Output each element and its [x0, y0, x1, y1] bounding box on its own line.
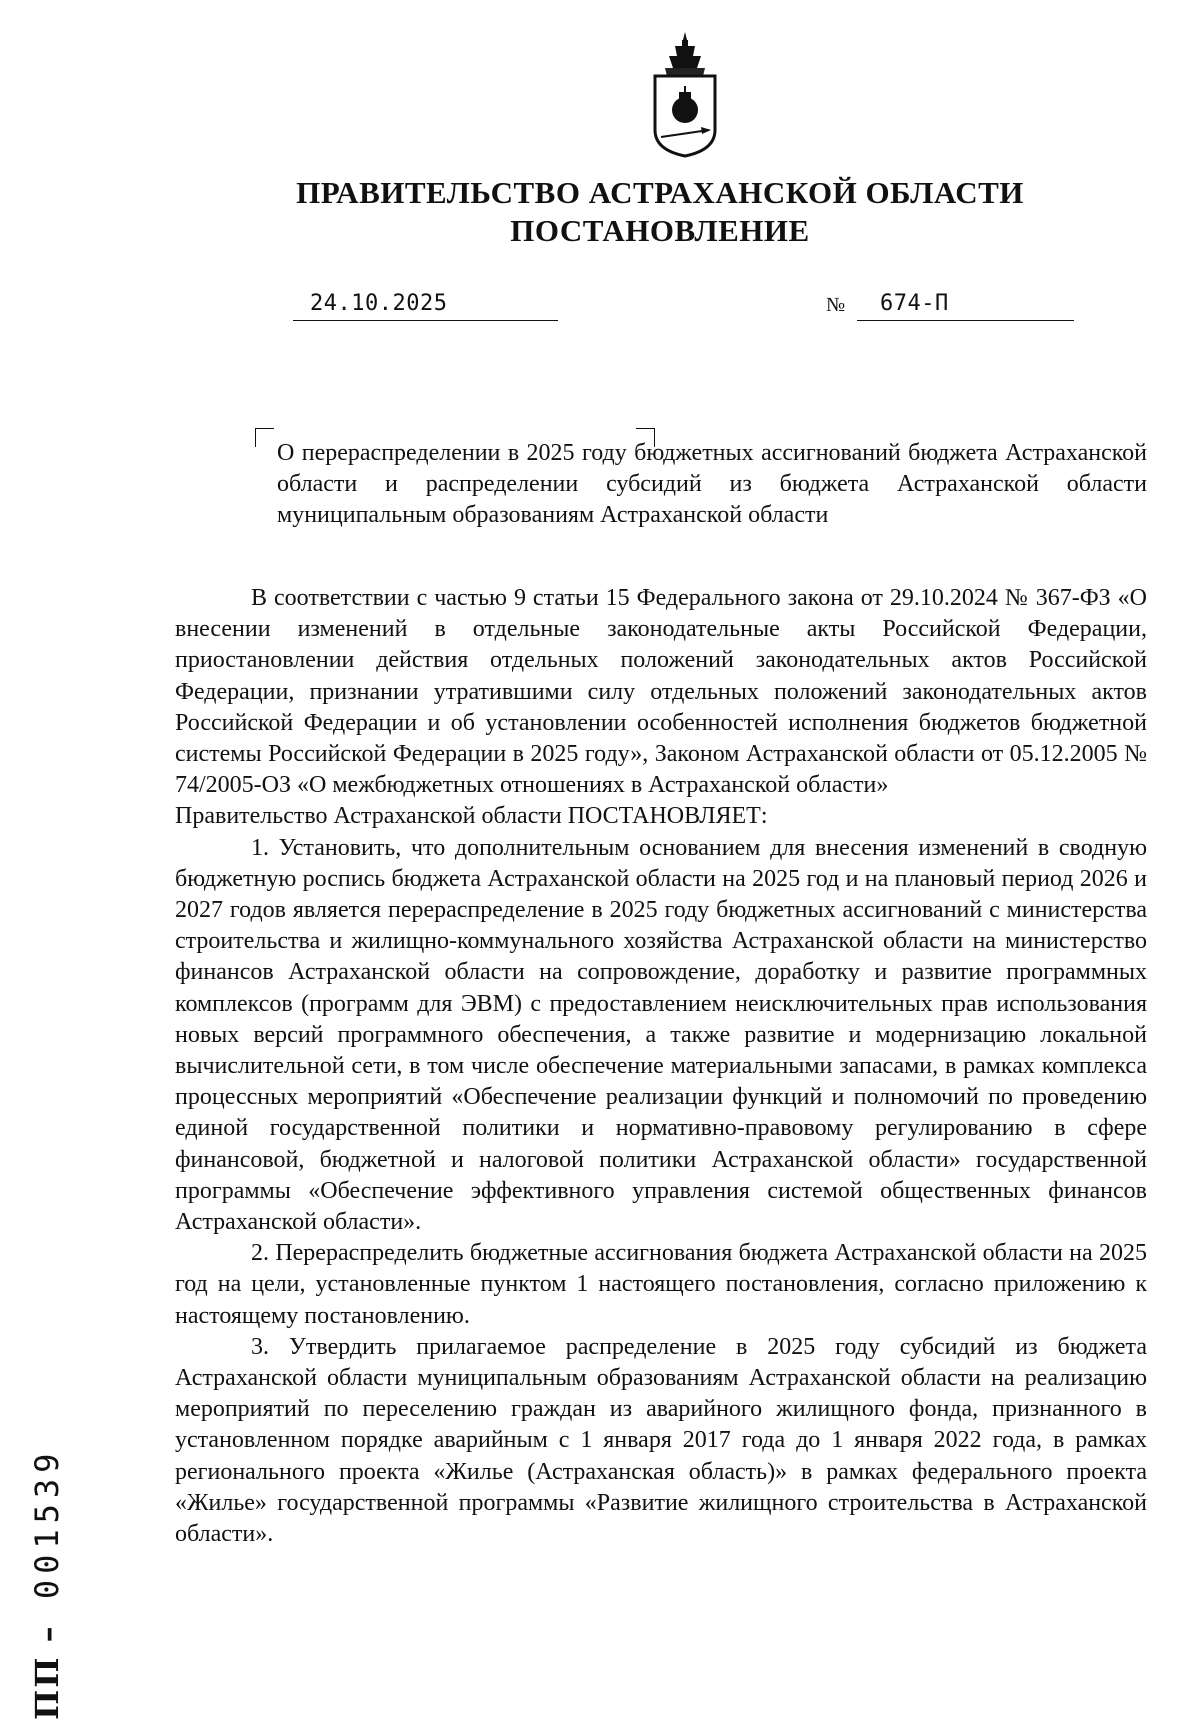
preamble-paragraph: В соответствии с частью 9 статьи 15 Федерального закона от 29.10.2024 № 367-ФЗ «О внесении изменений в отдельные законодательные акты Российской Федерации, приостановлении действия отдельных положений законодательных актов Российской Федерации, признании утратившими силу отдельных положений законодательных актов Российской Федерации и об установлении особенностей исполнения бюджетов бюджетной системы Российской Федерации в 2025 году», Законом Астраханской области от 05.12.2005 № 74/2005-ОЗ «О межбюджетных отношениях в Астраханской области» — [175, 585, 1147, 799]
document-subject: О перераспределении в 2025 году бюджетных ассигнований бюджета Астраханской области и распределении субсидий из бюджета Астраханской области муниципальным образованиям Астраханской области — [277, 440, 1147, 528]
subject-bracket-left — [255, 428, 274, 447]
item-1-paragraph: 1. Установить, что дополнительным основанием для внесения изменений в сводную бюджетную роспись бюджета Астраханской области на 2025 год и на плановый период 2026 и 2027 годов является перераспределение в 2025 году бюджетных ассигнований с министерства строительства и жилищно-коммунального хозяйства Астраханской области на министерство финансов Астраханской области на сопровождение, доработку и развитие программных комплексов (программ для ЭВМ) с предоставлением неисключительных прав использования новых версий программного обеспечения, а также развитие и модернизацию локальной вычислительной сети, в том числе обеспечение материальными запасами, в рамках комплекса процессных мероприятий «Обеспечение реализации функций и полномочий по проведению единой государственной политики и нормативно-правовому регулированию в сфере финансовой, бюджетной и налоговой политики Астраханской области» государственной программы «Обеспечение эффективного управления системой общественных финансов Астраханской области». — [175, 834, 1147, 1236]
number-label: № — [826, 294, 846, 316]
side-registration-code — [28, 1448, 66, 1720]
government-name: ПРАВИТЕЛЬСТВО АСТРАХАНСКОЙ ОБЛАСТИ — [296, 175, 1024, 210]
item-3-paragraph: 3. Утвердить прилагаемое распределение в 2025 году субсидий из бюджета Астраханской области муниципальным образованиям Астраханской области на реализацию мероприятий по переселению граждан из аварийного жилищного фонда, признанного в установленном порядке аварийным с 1 января 2017 года до 1 января 2022 года, в рамках регионального проекта «Жилье (Астраханская область)» в рамках федерального проекта «Жилье» государственной программы «Развитие жилищного строительства в Астраханской области». — [175, 1333, 1147, 1548]
side-code-prefix: ПП – — [28, 1624, 66, 1720]
date-underline — [293, 320, 558, 321]
resolves-line: Правительство Астраханской области ПОСТАНОВЛЯЕТ: — [175, 803, 768, 830]
document-date: 24.10.2025 — [310, 291, 448, 316]
side-code-number: 001539 — [28, 1447, 66, 1600]
document-type: ПОСТАНОВЛЕНИЕ — [510, 213, 810, 248]
coat-of-arms-icon — [645, 30, 725, 160]
document-number: 674-П — [880, 291, 949, 316]
number-underline — [857, 320, 1074, 321]
item-2-paragraph: 2. Перераспределить бюджетные ассигнования бюджета Астраханской области на 2025 год на цели, установленные пунктом 1 настоящего постановления, согласно приложению к настоящему постановлению. — [175, 1240, 1147, 1329]
document-body — [175, 583, 1147, 1550]
